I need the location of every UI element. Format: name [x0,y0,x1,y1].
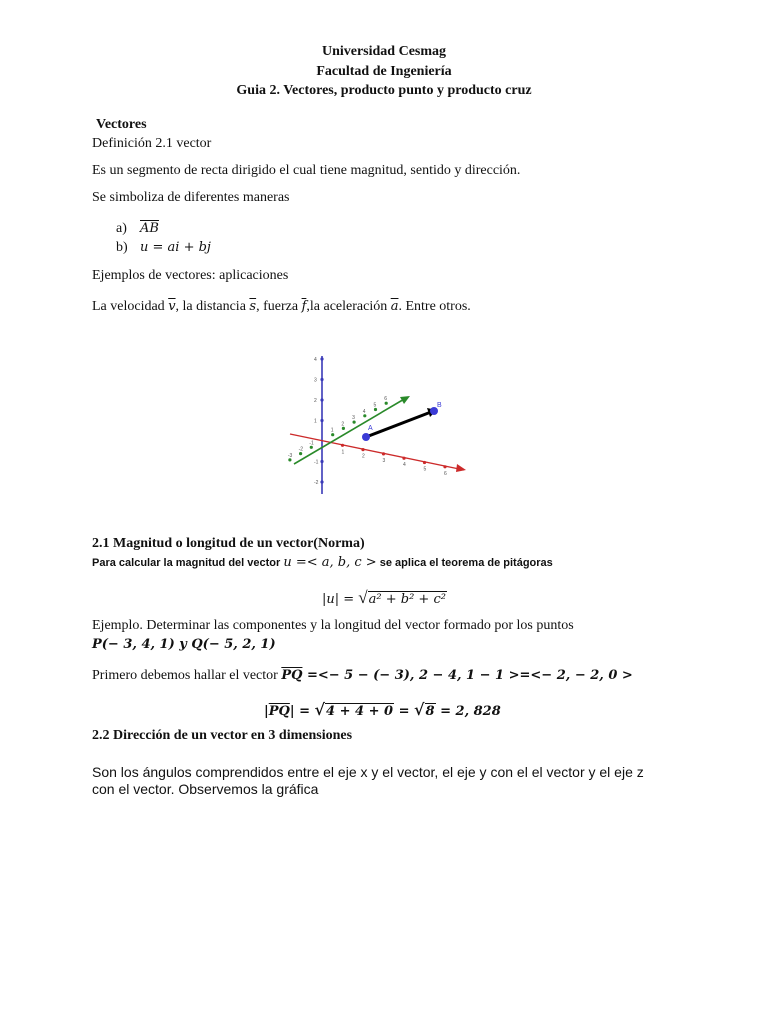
pq-norm-symbol: $\overline{PQ}$ [268,704,290,719]
force-symbol: $\overline{f}$ [301,299,307,314]
examples-text-4: ,la aceleración [306,299,391,314]
y-axis-1-label: 1 [330,427,334,434]
list-expr-ab: $\overline{AB}$ [140,221,159,236]
pq-vector-text: Primero debemos hallar el vector [92,668,282,683]
pq-vector-line [92,668,633,684]
z-axis-3-label: 3 [314,377,317,384]
y-axis-5-label: 5 [373,402,377,409]
x-axis-3-label: 3 [382,457,386,464]
point-b-label: B [437,402,442,409]
examples-text-2: , la distancia [175,299,250,314]
y-axis--2-label: -2 [298,446,304,453]
y-axis--3-label: -3 [287,452,293,459]
examples-text-1: La velocidad [92,299,169,314]
examples-text-5: . Entre otros. [398,299,471,314]
list-marker-a: a) [116,221,127,236]
x-axis-1-label: 1 [341,449,345,456]
y-axis-6-label: 6 [384,396,387,403]
x-axis-5-label: 5 [423,466,427,473]
x-axis-6-tick [443,465,446,468]
x-axis-2-label: 2 [362,453,365,460]
magnitude-intro-text-1: Para calcular la magnitud del vector [92,557,284,569]
z-axis--1-label: -1 [314,459,319,466]
velocity-symbol: $\overline{v}$ [168,299,176,314]
y-axis-2-label: 2 [341,421,345,428]
university-name: Universidad Cesmag [321,44,447,59]
definition-text: Es un segmento de recta dirigido el cual tiene magnitud, sentido y dirección. [92,163,521,178]
pq-norm-radicand-1: 4 + 4 + 0 [326,704,394,719]
x-axis-2-tick [361,448,364,451]
section-title-magnitud: 2.1 Magnitud o longitud de un vector(Norma) [92,536,365,551]
magnitude-intro [92,555,553,571]
x-axis-4-tick [402,457,405,460]
z-axis--2-tick [320,480,323,483]
section-title-direccion: 2.2 Dirección de un vector en 3 dimensiones [92,728,353,743]
point-a [362,433,370,441]
pq-norm-radicand-2: 8 [425,704,435,719]
z-axis--1-tick [320,460,323,463]
pq-norm-result: = 2, 828 [435,704,501,719]
vector-3d-figure [282,350,472,498]
definition-label: Definición 2.1 vector [92,136,212,151]
z-axis-4-tick [320,357,323,360]
magnitude-formula-radicand: a² + b² + c² [368,592,446,607]
x-axis-6-label: 6 [444,470,447,477]
magnitude-intro-text-2: se aplica el teorema de pitágoras [376,557,553,569]
examples-line [92,299,471,315]
x-axis-5-tick [423,461,426,464]
z-axis-2-label: 2 [314,398,317,404]
x-axis-1-tick [341,444,344,447]
z-axis-2-tick [320,398,323,401]
symbolize-text: Se simboliza de diferentes maneras [92,190,290,205]
direction-text-line-2: con el vector. Observemos la gráfica [92,781,319,797]
acceleration-symbol: $\overline{a}$ [390,299,399,314]
x-axis-arrow [456,464,466,472]
examples-text-3: , fuerza [256,299,302,314]
example-line-2: P(− 3, 4, 1) y Q(− 5, 2, 1) [92,637,276,652]
z-axis-4-label: 4 [314,357,317,363]
z-axis--2-label: -2 [314,480,319,486]
faculty-name: Facultad de Ingeniería [316,64,452,79]
pq-norm-bar-close: | = [289,704,315,719]
direction-text-line-1: Son los ángulos comprendidos entre el eje x y el vector, el eje y con el el vector y el eje z [92,764,644,780]
point-a-label: A [368,425,373,432]
examples-title: Ejemplos de vectores: aplicaciones [92,268,289,283]
list-expr-u: u = ai + bj [140,240,211,255]
pq-norm-bar-open: | [264,704,269,719]
example-line-1: Ejemplo. Determinar las componentes y la longitud del vector formado por los puntos [92,618,574,633]
magnitude-intro-math: u =< a, b, c > [283,555,377,570]
z-axis-1-label: 1 [314,418,317,425]
pq-norm-line: $|\overline{PQ}| = √4 + 4 + 0 = √8 = 2$, 828 [264,700,501,719]
pq-symbol: $\overline{PQ}$ [281,668,303,683]
magnitude-formula-lhs: |u| = [322,592,359,607]
y-axis-3-label: 3 [352,415,355,422]
section-title-vectores: Vectores [96,117,147,132]
x-axis-3-tick [382,452,385,455]
guide-title: Guia 2. Vectores, producto punto y producto cruz [236,83,532,98]
pq-norm-equals: = [394,704,415,719]
z-axis-1-tick [320,419,323,422]
y-axis-4-label: 4 [362,408,366,415]
list-marker-b: b) [116,240,128,255]
magnitude-formula: |u| = √a² + b² + c² [322,588,446,607]
x-axis-4-label: 4 [403,462,406,469]
pq-components: =<− 5 − (− 3), 2 − 4, 1 − 1 >=<− 2, − 2, 0 > [302,668,633,683]
y-axis--1-label: -1 [309,440,314,447]
distance-symbol: $\overline{s}$ [249,299,257,314]
z-axis-3-tick [320,378,323,381]
